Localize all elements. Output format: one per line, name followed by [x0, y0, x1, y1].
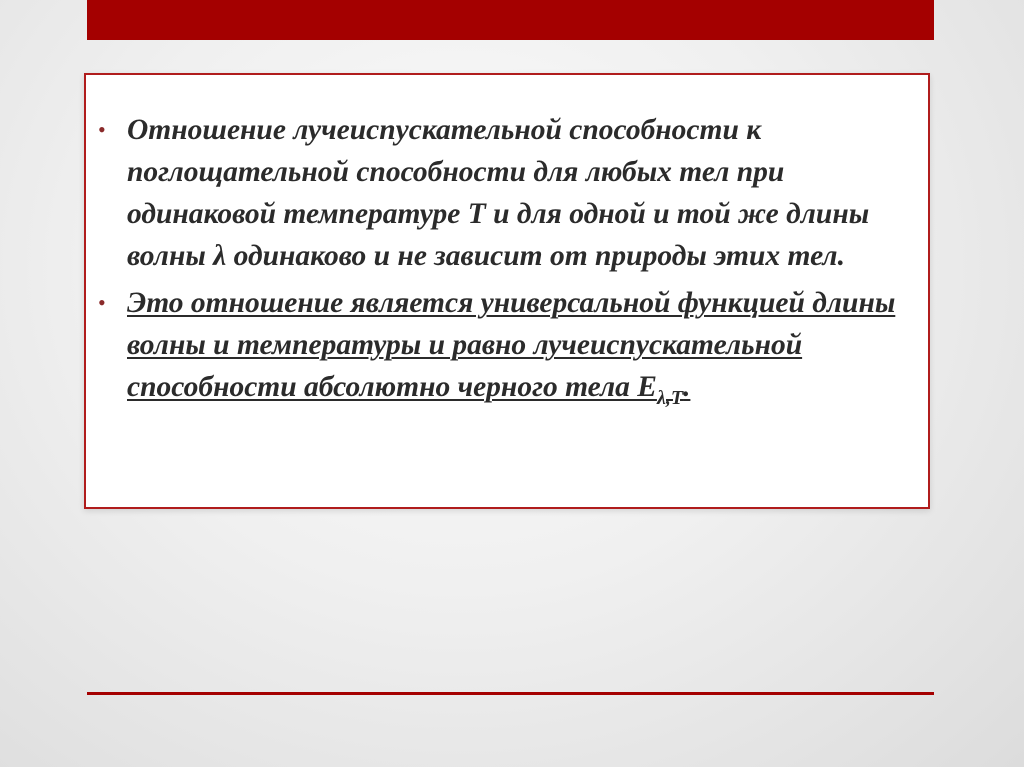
- list-item: [98, 107, 927, 277]
- top-accent-bar: [87, 0, 934, 40]
- bullet-text: Отношение лучеиспускательной способности к поглощательной способности для любых тел при одинаковой температуре Т и для одной и той же длины волны λ одинаково и не зависит от природы этих тел.: [127, 114, 870, 272]
- bullet-list: [98, 107, 927, 411]
- bottom-accent-line: [87, 692, 934, 695]
- bullet-icon: •: [98, 290, 106, 315]
- list-item: [98, 280, 927, 409]
- bullet-text-end: .: [683, 371, 691, 403]
- bullet-text-underlined: [127, 280, 927, 408]
- bullet-icon: •: [98, 117, 106, 142]
- subscript-lambda-t: λ,T: [656, 387, 684, 409]
- content-box: [84, 73, 930, 509]
- bullet-text-main: Это отношение является универсальной функцией длины волны и температуры и равно лучеиспускательной способности абсолютно черного тела E: [127, 287, 896, 403]
